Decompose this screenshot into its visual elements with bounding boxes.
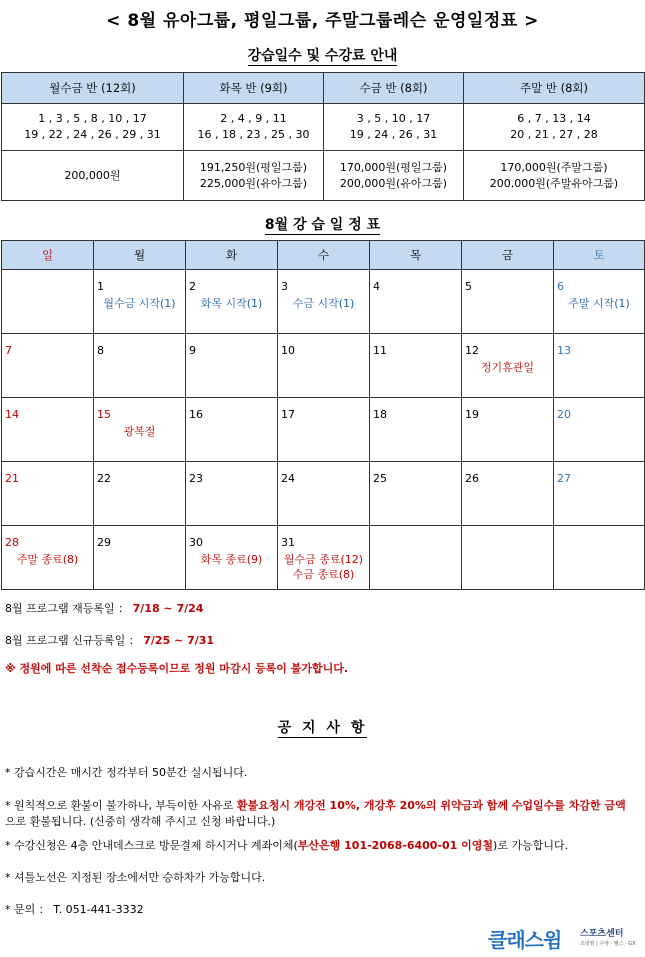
- fee-col-amount: [324, 151, 464, 201]
- calendar-day: [554, 270, 645, 334]
- weekday-header: 월: [94, 241, 186, 270]
- fee-heading: 강습일수 및 수강료 안내: [247, 48, 398, 64]
- registration-warning: ※ 정원에 따른 선착순 접수등록이므로 정원 마감시 등록이 불가합니다.: [5, 662, 349, 675]
- day-number: 28: [5, 536, 19, 549]
- fee-dates-line: 19 , 24 , 26 , 31: [349, 128, 438, 141]
- calendar-day: [2, 398, 94, 462]
- day-number: 9: [189, 344, 196, 357]
- day-number: 12: [465, 344, 479, 357]
- calendar-day: [94, 334, 186, 398]
- day-number: 23: [189, 472, 203, 485]
- day-number: 30: [189, 536, 203, 549]
- day-number: 10: [281, 344, 295, 357]
- day-event: [186, 296, 277, 311]
- fee-table: [1, 72, 645, 201]
- fee-dates-line: 2 , 4 , 9 , 11: [220, 112, 287, 125]
- day-event: [2, 552, 93, 567]
- day-number: 26: [465, 472, 479, 485]
- calendar-day: [370, 270, 462, 334]
- day-number: 15: [97, 408, 111, 421]
- notice-item-contact: * 문의 ： T. 051-441-3332: [5, 903, 144, 916]
- day-event: [94, 424, 185, 439]
- day-number: 5: [465, 280, 472, 293]
- calendar-day: [94, 398, 186, 462]
- calendar-day: [278, 398, 370, 462]
- day-event: [186, 552, 277, 567]
- calendar-day: [278, 462, 370, 526]
- calendar-day: [186, 398, 278, 462]
- calendar-week: [2, 398, 645, 462]
- fee-amount-line: 170,000원(주말그룹): [500, 160, 608, 174]
- day-number: 11: [373, 344, 387, 357]
- calendar-heading: 8월 강 습 일 정 표: [264, 217, 381, 233]
- calendar-day: [370, 398, 462, 462]
- fee-dates-line: 1 , 3 , 5 , 8 , 10 , 17: [38, 112, 147, 125]
- event-label: 수금 종료(8): [292, 568, 355, 581]
- calendar-day: [186, 462, 278, 526]
- event-label: 광복절: [123, 425, 156, 438]
- day-number: 17: [281, 408, 295, 421]
- fee-col-header: 수금 반 (8회): [324, 73, 464, 104]
- notice-item-refund: * 원칙적으로 환불이 불가하나, 부득이한 사유로 환불요청시 개강전 10%, 개강후 20%의 위약금과 함께 수업일수를 차감한 금액으로 환불됩니다. (신중히 생각해 주시고 신청 바랍니다.): [5, 799, 626, 828]
- calendar-day: [554, 526, 645, 590]
- event-label: 수금 시작(1): [292, 297, 355, 310]
- day-event: [278, 296, 369, 311]
- day-number: 13: [557, 344, 571, 357]
- fee-dates-line: 3 , 5 , 10 , 17: [356, 112, 431, 125]
- fee-col-dates: [184, 104, 324, 151]
- calendar-day: [2, 334, 94, 398]
- day-number: 20: [557, 408, 571, 421]
- calendar-day: [94, 270, 186, 334]
- calendar-day: [370, 334, 462, 398]
- day-number: 3: [281, 280, 288, 293]
- calendar-day: [370, 462, 462, 526]
- calendar-day: [554, 462, 645, 526]
- calendar-day: [462, 462, 554, 526]
- day-event: [94, 296, 185, 311]
- weekday-header: 수: [278, 241, 370, 270]
- notice-item-payment: * 수강신청은 4층 안내데스크로 방문결제 하시거나 계좌이체(부산은행 101-2068-6400-01 이영철)로 가능합니다.: [5, 839, 569, 852]
- calendar-week: [2, 334, 645, 398]
- calendar-day: [462, 270, 554, 334]
- day-event: [278, 552, 369, 582]
- fee-amount-line: 200,000원(유아그룹): [339, 176, 448, 190]
- calendar-day: [554, 398, 645, 462]
- day-event: [462, 360, 553, 375]
- calendar-day: [462, 398, 554, 462]
- calendar-week: [2, 462, 645, 526]
- calendar-day: [278, 526, 370, 590]
- calendar-day: [2, 462, 94, 526]
- calendar-day: [462, 526, 554, 590]
- fee-amount-line: 225,000원(유아그룹): [199, 176, 308, 190]
- sports-center-logo: 클래스윔 스포츠센터 조랑컴 | 수영 · 헬스 · GX: [488, 928, 636, 952]
- event-label: 화목 종료(9): [200, 553, 263, 566]
- event-label: 주말 종료(8): [16, 553, 79, 566]
- event-label: 월수금 종료(12): [283, 553, 364, 566]
- fee-col-amount: [464, 151, 645, 201]
- calendar-day: [186, 526, 278, 590]
- calendar-day: [462, 334, 554, 398]
- calendar-table: [1, 240, 645, 590]
- weekday-header: 토: [554, 241, 645, 270]
- day-number: 19: [465, 408, 479, 421]
- weekday-header: 금: [462, 241, 554, 270]
- notice-item-time: * 강습시간은 매시간 정각부터 50분간 실시됩니다.: [5, 766, 248, 779]
- calendar-week: [2, 526, 645, 590]
- calendar-day: [554, 334, 645, 398]
- day-number: 27: [557, 472, 571, 485]
- calendar-day: [2, 526, 94, 590]
- day-number: 2: [189, 280, 196, 293]
- notice-item-shuttle: * 셔틀노선은 지정된 장소에서만 승하차가 가능합니다.: [5, 871, 266, 884]
- fee-col-header: 주말 반 (8회): [464, 73, 645, 104]
- fee-amount-line: 200,000원: [64, 168, 121, 182]
- day-number: 4: [373, 280, 380, 293]
- fee-dates-line: 19 , 22 , 24 , 26 , 29 , 31: [24, 128, 161, 141]
- day-number: 25: [373, 472, 387, 485]
- fee-amount-line: 170,000원(평일그룹): [339, 160, 448, 174]
- calendar-day: [94, 462, 186, 526]
- fee-col-dates: [464, 104, 645, 151]
- fee-amount-line: 200,000원(주말유아그룹): [489, 176, 619, 190]
- calendar-day: [370, 526, 462, 590]
- calendar-day: [2, 270, 94, 334]
- calendar-day: [278, 270, 370, 334]
- day-number: 31: [281, 536, 295, 549]
- fee-col-amount: [184, 151, 324, 201]
- day-number: 29: [97, 536, 111, 549]
- fee-col-amount: [2, 151, 184, 201]
- calendar-day: [94, 526, 186, 590]
- day-number: 7: [5, 344, 12, 357]
- fee-col-dates: [324, 104, 464, 151]
- event-label: 월수금 시작(1): [103, 297, 176, 310]
- weekday-header: 목: [370, 241, 462, 270]
- day-number: 6: [557, 280, 564, 293]
- day-number: 18: [373, 408, 387, 421]
- calendar-day: [278, 334, 370, 398]
- event-label: 정기휴관일: [480, 361, 535, 374]
- event-label: 주말 시작(1): [568, 297, 630, 310]
- reregistration-line: 8월 프로그램 재등록일 ： 7/18 ~ 7/24: [5, 602, 204, 615]
- fee-col-dates: [2, 104, 184, 151]
- weekday-header: 일: [2, 241, 94, 270]
- fee-dates-line: 20 , 21 , 27 , 28: [510, 128, 598, 141]
- notice-heading: 공 지 사 항: [277, 720, 368, 736]
- day-event: [554, 296, 644, 311]
- page-title: < 8월 유아그룹, 평일그룹, 주말그룹레슨 운영일정표 >: [106, 11, 539, 31]
- day-number: 24: [281, 472, 295, 485]
- day-number: 22: [97, 472, 111, 485]
- day-number: 21: [5, 472, 19, 485]
- new-registration-line: 8월 프로그램 신규등록일 ： 7/25 ~ 7/31: [5, 634, 215, 647]
- day-number: 14: [5, 408, 19, 421]
- fee-col-header: 화목 반 (9회): [184, 73, 324, 104]
- fee-col-header: 월수금 반 (12회): [2, 73, 184, 104]
- event-label: 화목 시작(1): [200, 297, 263, 310]
- calendar-week: [2, 270, 645, 334]
- fee-amount-line: 191,250원(평일그룹): [199, 160, 308, 174]
- fee-dates-line: 16 , 18 , 23 , 25 , 30: [197, 128, 310, 141]
- fee-dates-line: 6 , 7 , 13 , 14: [517, 112, 591, 125]
- calendar-day: [186, 334, 278, 398]
- day-number: 8: [97, 344, 104, 357]
- day-number: 1: [97, 280, 104, 293]
- day-number: 16: [189, 408, 203, 421]
- weekday-header: 화: [186, 241, 278, 270]
- calendar-day: [186, 270, 278, 334]
